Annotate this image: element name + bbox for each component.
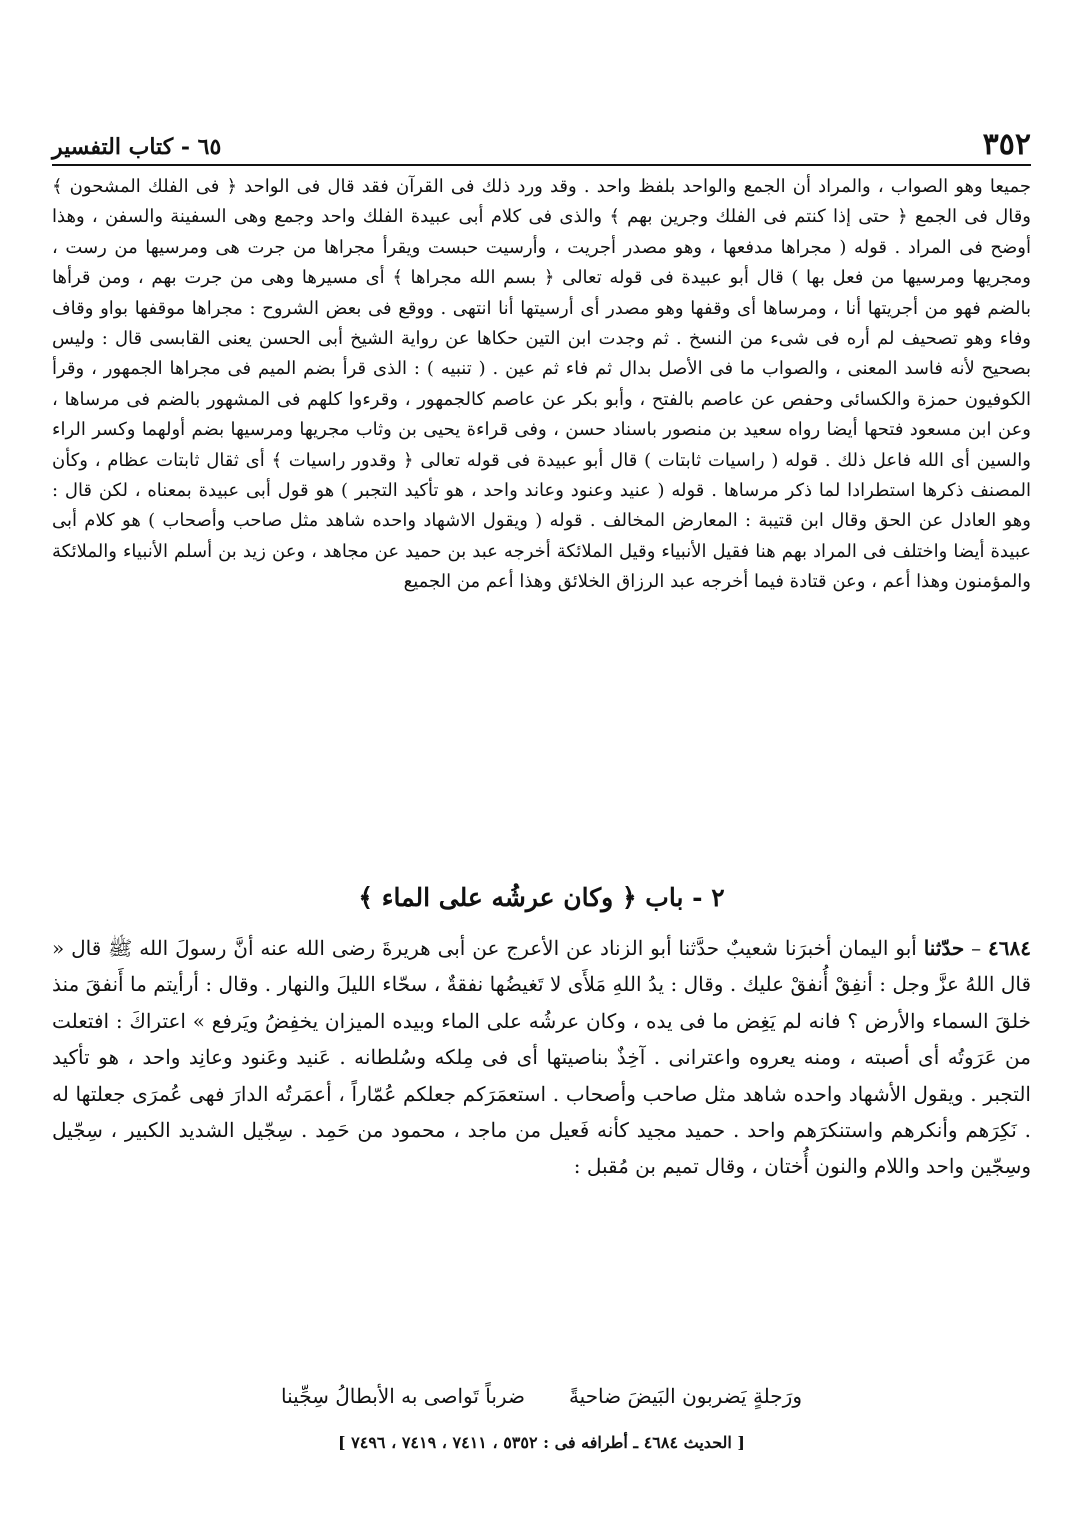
poem-second-hemistich: ضرباً تَواصى به الأبطالُ سِجِّينا [281,1384,525,1408]
commentary-block [52,172,1031,598]
hadith-paragraph: ٤٦٨٤ – حدّثنا أبو اليمان أخبرَنا شعيبٌ حدَّثنا أبو الزناد عن الأعرج عن أبى هريرةَ رضى الله عنه أنَّ رسولَ الله ﷺ قال « قال اللهُ عزَّ وجل : أنفِقْ أُنفقْ عليك . وقال : يدُ اللهِ مَلأَى لا تَغيضُها نفقةٌ ، سحّاء الليلَ والنهار . وقال : أرأيتم ما أَنفقَ منذ خلقَ السماء والأرض ؟ فانه لم يَغِض ما فى يده ، وكان عرشُه على الماء وبيده الميزان يخفِضُ ويَرفع » اعتراكَ : افتعلت من عَرَوتُه أى أصبته ، ومنه يعروه واعترانى . آخِذٌ بناصيتها أى فى مِلكه وسُلطانه . عَنيد وعَنود وعانِد واحد ، هو تأكيد التجبر . ويقول الأشهاد واحده شاهد مثل صاحب وأصحاب . استعمَرَكم جعلكم عُمّاراً ، أعمَرتُه الدارَ فهى عُمرَى جعلتها له . نَكِرَهم وأنكرهم واستنكرَهم واحد . حميد مجيد كأنه فَعيل من ماجد ، محمود من حَمِد . سِجّيل الشديد الكبير ، سِجّيل وسِجّين واحد واللام والنون أُختان ، وقال تميم بن مُقبل : [52,936,1031,1179]
commentary-text: جميعا وهو الصواب ، والمراد أن الجمع والواحد بلفظ واحد . وقد ورد ذلك فى القرآن فقد قال فى الواحد ﴿ فى الفلك المشحون ﴾ وقال فى الجمع ﴿ حتى إذا كنتم فى الفلك وجرين بهم ﴾ والذى فى كلام أبى عبيدة الفلك واحد وجمع وهى السفينة والسفن ، وهذا أوضح فى المراد . قوله ( مجراها مدفعها ، وهو مصدر أجريت ، وأرسيت حبست ويقرأ مجراها من جرت هى ومرسيها من رست ، ومجريها ومرسيها من فعل بها ) قال أبو عبيدة فى قوله تعالى ﴿ بسم الله مجراها ﴾ أى مسيرها وهى من جرت بهم ، ومن قرأها بالضم فهو من أجريتها أنا ، ومرساها أى وقفها وهو مصدر أى أرسيتها أنا انتهى . ووقع فى بعض الشروح : مجراها موقفها بواو وقاف وفاء وهو تصحيف لم أره فى شىء من النسخ . ثم وجدت ابن التين حكاها عن رواية الشيخ أبى الحسن يعنى القابسى قال : وليس بصحيح لأنه فاسد المعنى ، والصواب ما فى الأصل بدال ثم فاء ثم عين . ( تنبيه ) : الذى قرأ بضم الميم فى مجراها الجمهور ، وقرأ الكوفيون حمزة والكسائى وحفص عن عاصم بالفتح ، وأبو بكر عن عاصم كالجمهور ، وقرءوا كلهم فى المشهور بالضم فى مرساها ، وعن ابن مسعود فتحها أيضا رواه سعيد بن منصور باسناد حسن ، وفى قراءة يحيى بن وثاب مجريها ومرسيها بضم أولهما وكسر الراء والسين أى الله فاعل ذلك . قوله ( راسيات ثابتات ) قال أبو عبيدة فى قوله تعالى ﴿ وقدور راسيات ﴾ أى ثقال ثابتات عظام ، وكأن المصنف ذكرها استطرادا لما ذكر مرساها . قوله ( عنيد وعنود وعاند واحد ، هو تأكيد التجبر ) هو قول أبى عبيدة بمعناه ، لكن قال : وهو العادل عن الحق وقال ابن قتيبة : المعارض المخالف . قوله ( ويقول الاشهاد واحده شاهد مثل صاحب وأصحاب ) هو كلام أبى عبيدة أيضا واختلف فى المراد بهم هنا فقيل الأنبياء وقيل الملائكة أخرجه عبد بن حميد عن مجاهد ، وعن زيد بن أسلم الأنبياء والملائكة والمؤمنون وهذا أعم ، وعن قتادة فيما أخرجه عبد الرزاق الخلائق وهذا أعم من الجميع [52,176,1031,593]
page-header [52,118,1031,166]
hadith-lead-word: حدّثنا [923,936,965,960]
hadith-cross-reference: [ الحديث ٤٦٨٤ ـ أطرافه فى : ٥٣٥٢ ، ٧٤١١ ، ٧٤١٩ ، ٧٤٩٦ ] [338,1433,745,1452]
poem-first-hemistich: ورَجلةٍ يَضربون البَيضَ ضاحيةً [568,1384,802,1408]
chapter-heading: ٢ - باب ﴿ وكان عرشُه على الماء ﴾ [358,883,725,912]
hadith-number: ٤٦٨٤ [988,936,1031,960]
running-title: ٦٥ - كتاب التفسير [52,134,222,160]
hadith-text: أبو اليمان أخبرَنا شعيبٌ حدَّثنا أبو الزناد عن الأعرج عن أبى هريرةَ رضى الله عنه أنَّ رسولَ الله ﷺ قال « قال اللهُ عزَّ وجل : أنفِقْ أُنفقْ عليك . وقال : يدُ اللهِ مَلأَى لا تَغيضُها نفقةٌ ، سحّاء الليلَ والنهار . وقال : أرأيتم ما أَنفقَ منذ خلقَ السماء والأرض ؟ فانه لم يَغِض ما فى يده ، وكان عرشُه على الماء وبيده الميزان يخفِضُ ويَرفع » اعتراكَ : افتعلت من عَرَوتُه أى أصبته ، ومنه يعروه واعترانى . آخِذٌ بناصيتها أى فى مِلكه وسُلطانه . عَنيد وعَنود وعانِد واحد ، هو تأكيد التجبر . ويقول الأشهاد واحده شاهد مثل صاحب وأصحاب . استعمَرَكم جعلكم عُمّاراً ، أعمَرتُه الدارَ فهى عُمرَى جعلتها له . نَكِرَهم وأنكرهم واستنكرَهم واحد . حميد مجيد كأنه فَعيل من ماجد ، محمود من حَمِد . سِجّيل الشديد الكبير ، سِجّيل وسِجّين واحد واللام والنون أُختان ، وقال تميم بن مُقبل : [52,936,1031,1179]
poem-verse [52,1378,1031,1414]
hadith-block [52,930,1031,1185]
page-number: ٣٥٢ [982,127,1031,162]
